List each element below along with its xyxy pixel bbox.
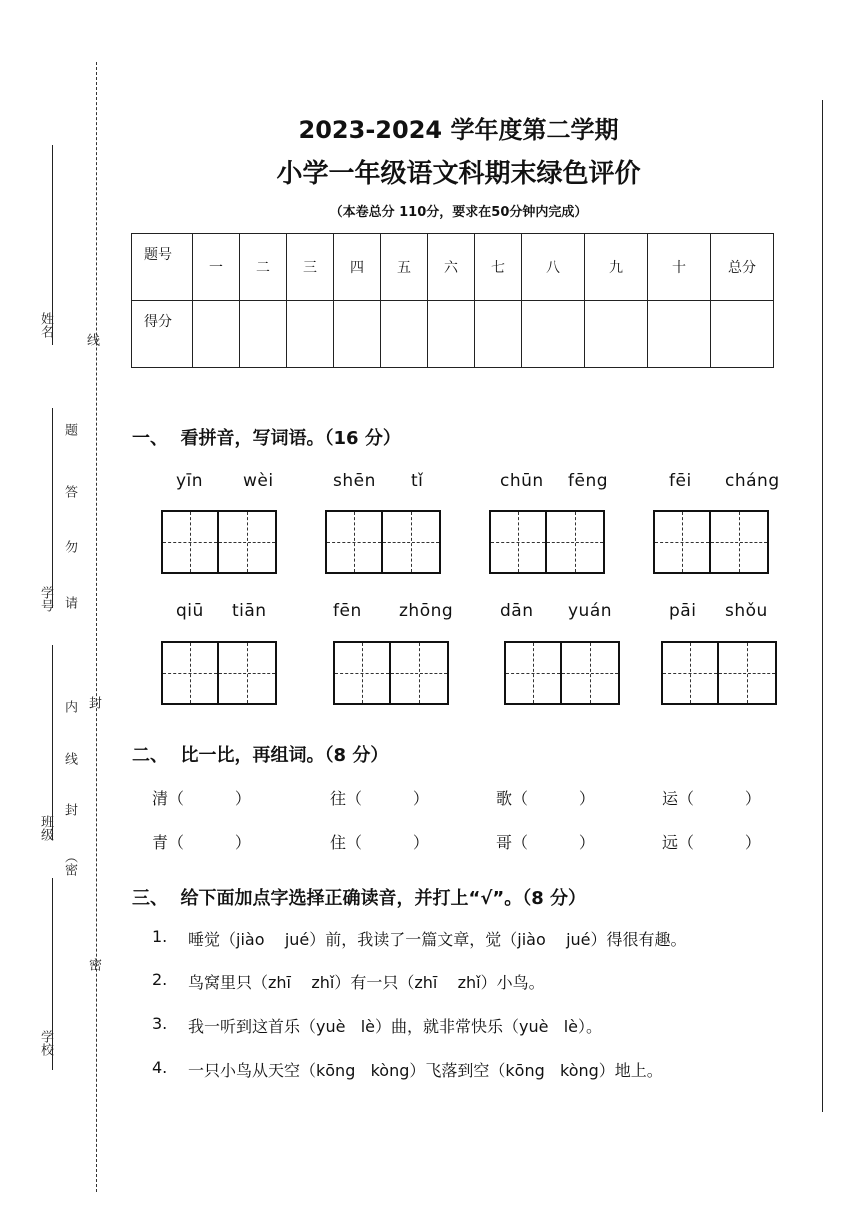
pinyin: fēn [333,601,362,621]
pinyin: cháng [725,471,780,491]
score-input-cell[interactable] [428,301,475,368]
pinyin: pāi [669,601,697,621]
compare-word[interactable]: 住（ ） [330,833,429,852]
grid-cell[interactable] [219,641,277,705]
warning-char-3: 勿 [62,540,77,553]
score-input-cell[interactable] [193,301,240,368]
score-input-cell[interactable] [240,301,287,368]
seal-char-2: 内 [62,700,77,713]
compare-word[interactable]: 青（ ） [152,833,251,852]
pinyin: zhōng [399,601,454,621]
warning-char-2: 答 [62,485,77,498]
writing-grid[interactable] [661,641,777,705]
warning-char-1: 题 [62,423,77,436]
school-label: 学校 [38,1030,53,1056]
grid-cell[interactable] [653,510,711,574]
score-input-cell[interactable] [334,301,381,368]
table-cell: 七 [475,234,522,301]
pinyin: tǐ [411,471,424,491]
grid-cell[interactable] [333,641,391,705]
warning-char-4: 请 [62,596,77,609]
right-border-line [822,100,823,1112]
section-1-heading: 一、 看拼音，写词语。（16 分） [132,428,401,449]
title-line-1: 2023-2024 学年度第二学期 [298,116,619,144]
table-cell: 得分 [132,301,193,368]
title-line-2: 小学一年级语文科期末绿色评价 [276,159,641,189]
grid-cell[interactable] [547,510,605,574]
id-underline [52,408,53,608]
question-number: 1. [152,927,168,946]
seal-char-5: （密 [62,850,77,876]
writing-grid[interactable] [161,641,277,705]
grid-cell[interactable] [383,510,441,574]
line-char: 线 [84,333,99,346]
table-cell: 题号 [132,234,193,301]
question-text[interactable]: 一只小鸟从天空（kōng kòng）飞落到空（kōng kòng）地上。 [188,1061,663,1080]
id-label: 学号 [38,586,53,612]
pinyin: yīn [176,471,204,491]
class-label: 班级 [38,815,53,841]
pinyin: yuán [568,601,613,621]
score-input-cell[interactable] [522,301,585,368]
grid-cell[interactable] [161,641,219,705]
class-underline [52,645,53,840]
table-cell: 五 [381,234,428,301]
pinyin: tiān [232,601,267,621]
pinyin: shēn [333,471,376,491]
table-cell: 总分 [711,234,774,301]
question-text[interactable]: 唾觉（jiào jué）前，我读了一篇文章，觉（jiào jué）得很有趣。 [188,930,687,949]
table-cell: 六 [428,234,475,301]
grid-cell[interactable] [325,510,383,574]
question-text[interactable]: 鸟窝里只（zhī zhǐ）有一只（zhī zhǐ）小鸟。 [188,973,545,992]
pinyin: shǒu [725,601,768,621]
writing-grid[interactable] [325,510,441,574]
question-number: 2. [152,970,168,989]
question-number: 3. [152,1014,168,1033]
question-text[interactable]: 我一听到这首乐（yuè lè）曲，就非常快乐（yuè lè）。 [188,1017,603,1036]
grid-cell[interactable] [391,641,449,705]
table-cell: 十 [648,234,711,301]
table-cell: 一 [193,234,240,301]
grid-cell[interactable] [219,510,277,574]
exam-note: （本卷总分 110分，要求在50分钟内完成） [329,205,588,220]
pinyin: dān [500,601,534,621]
grid-cell[interactable] [661,641,719,705]
compare-word[interactable]: 哥（ ） [496,833,595,852]
binding-dotted-line [96,62,97,1192]
score-table-score-row [132,301,774,368]
compare-word[interactable]: 往（ ） [330,789,429,808]
score-input-cell[interactable] [287,301,334,368]
table-cell: 三 [287,234,334,301]
table-cell: 九 [585,234,648,301]
compare-word[interactable]: 歌（ ） [496,789,595,808]
seal-char-4: 封 [62,803,77,816]
compare-word[interactable]: 运（ ） [662,789,761,808]
pinyin: wèi [243,471,274,491]
seal-char-3: 线 [62,752,77,765]
score-input-cell[interactable] [381,301,428,368]
grid-cell[interactable] [504,641,562,705]
table-cell: 四 [334,234,381,301]
writing-grid[interactable] [333,641,449,705]
table-cell: 八 [522,234,585,301]
name-label: 姓名 [38,312,53,338]
section-3-heading: 三、 给下面加点字选择正确读音，并打上“√”。（8 分） [132,888,586,909]
score-input-cell[interactable] [711,301,774,368]
pinyin: qiū [176,601,204,621]
pinyin: fēi [669,471,692,491]
pinyin: fēng [568,471,609,491]
score-table-header-row [132,234,774,301]
score-input-cell[interactable] [475,301,522,368]
pinyin: chūn [500,471,544,491]
writing-grid[interactable] [504,641,620,705]
compare-word[interactable]: 远（ ） [662,833,761,852]
grid-cell[interactable] [719,641,777,705]
mi-char: 密 [86,958,101,971]
writing-grid[interactable] [489,510,605,574]
writing-grid[interactable] [653,510,769,574]
question-number: 4. [152,1058,168,1077]
compare-word[interactable]: 清（ ） [152,789,251,808]
grid-cell[interactable] [711,510,769,574]
writing-grid[interactable] [161,510,277,574]
grid-cell[interactable] [489,510,547,574]
score-input-cell[interactable] [648,301,711,368]
seal-char-1: 封 [86,696,101,709]
score-input-cell[interactable] [585,301,648,368]
section-2-heading: 二、 比一比，再组词。（8 分） [132,745,389,766]
grid-cell[interactable] [161,510,219,574]
grid-cell[interactable] [562,641,620,705]
score-table [131,233,774,368]
table-cell: 二 [240,234,287,301]
